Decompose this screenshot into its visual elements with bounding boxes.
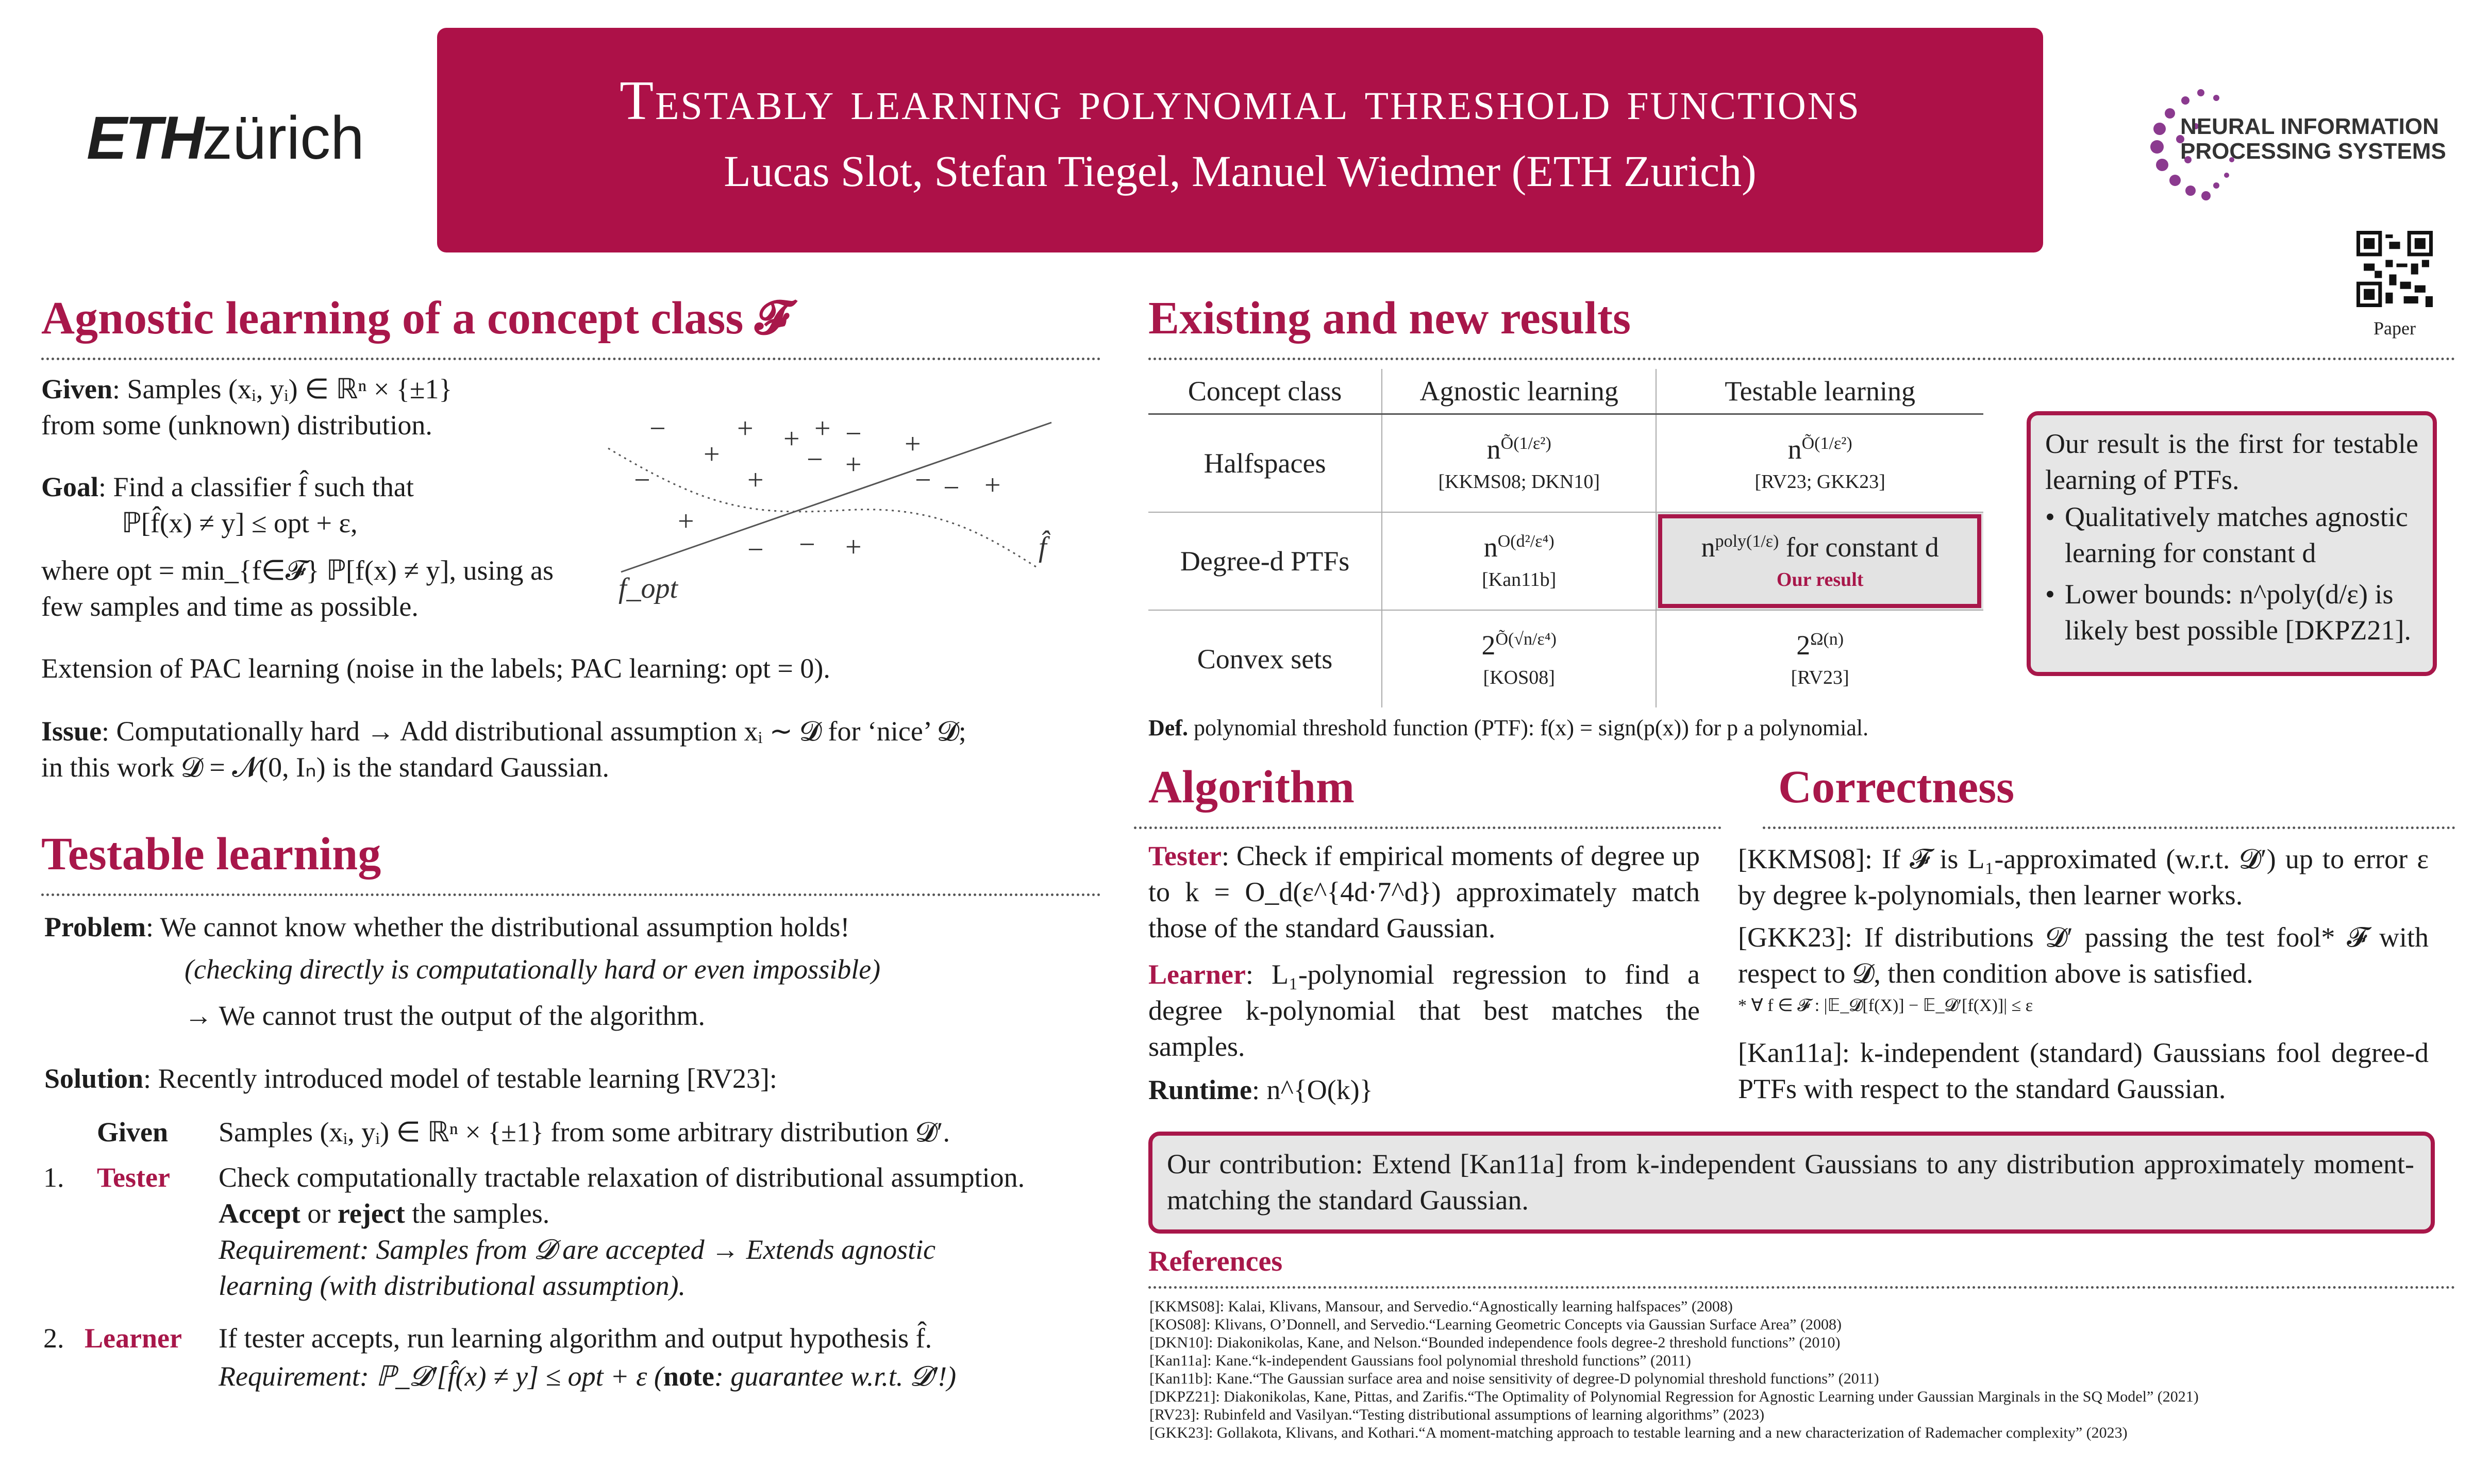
header-banner [437, 28, 2043, 252]
row-testable: $n^{Õ(1/\varepsilon^2)}$ [RV23; GKK23] [1656, 414, 1983, 513]
section-title-algorithm: Algorithm [1148, 762, 1355, 813]
minus-mark: − [649, 413, 666, 445]
our-result-cell: $n^{poly(1/\varepsilon)}$ for constant d Our result [1656, 512, 1983, 610]
row-testable: $2^{\Omega(n)}$ [RV23] [1656, 610, 1983, 707]
row-class: Convex sets [1148, 610, 1382, 707]
step1-label: Tester [97, 1162, 170, 1193]
plus-mark: + [678, 505, 694, 537]
problem-line-3: → We cannot trust the output of the algorithm. [185, 1000, 705, 1031]
minus-mark: − [634, 464, 650, 496]
section-rule [41, 358, 1101, 360]
given-line-2: from some (unknown) distribution. [41, 410, 432, 441]
plus-mark: + [704, 439, 720, 470]
poster-title: Testably learning polynomial threshold functions [620, 70, 1861, 131]
poster-authors: Lucas Slot, Stefan Tiegel, Manuel Wiedmer (ETH Zurich) [724, 146, 1757, 196]
step1-accept-line: Accept or reject the samples. [219, 1198, 550, 1229]
given-line: Given: Samples (xᵢ, yᵢ) ∈ ℝⁿ × {±1} [41, 374, 453, 404]
row-agnostic: $2^{Õ(√n/\varepsilon^4)}$ [KOS08] [1382, 610, 1656, 707]
solution-line: Solution: Recently introduced model of testable learning [RV23]: [44, 1063, 777, 1094]
minus-mark: − [845, 418, 862, 450]
plus-mark: + [845, 531, 862, 563]
table-row [1148, 512, 1983, 610]
section-rule [1148, 358, 2455, 360]
header-testable: Testable learning [1656, 369, 1983, 414]
goal-line: Goal: Find a classifier f̂ such that [41, 471, 414, 502]
results-table [1148, 369, 1983, 707]
step2-text: If tester accepts, run learning algorithm and output hypothesis f̂. [219, 1323, 932, 1354]
qr-code-icon[interactable] [2356, 231, 2433, 307]
classification-figure [598, 407, 1072, 613]
problem-line: Problem: We cannot know whether the distributional assumption holds! [44, 912, 850, 942]
eth-zurich-logo: ETHzürich [87, 104, 364, 172]
step2-label: Learner [85, 1323, 182, 1354]
step1-text: Check computationally tractable relaxation of distributional assumption. [219, 1162, 1025, 1193]
step1-requirement-2: learning (with distributional assumption). [219, 1270, 686, 1301]
goal-formula: ℙ[f̂(x) ≠ y] ≤ opt + ε, [122, 508, 358, 538]
step2-number: 2. [43, 1323, 64, 1354]
box1-bullet2: Lower bounds: n^poly(d/ε) is likely best possible [DKPZ21]. [2065, 579, 2411, 646]
qr-label: Paper [2373, 318, 2416, 339]
section-rule [41, 893, 1101, 896]
section-title-results: Existing and new results [1148, 293, 1631, 344]
plus-mark: + [984, 469, 1001, 501]
algorithm-learner: Learner: L₁-polynomial regression to find a degree k-polynomial that best matches the samples. [1148, 959, 1700, 1062]
ptf-definition: Def. polynomial threshold function (PTF): f(x) = sign(p(x)) for p a polynomial. [1148, 715, 1869, 740]
table-row [1148, 610, 1983, 707]
given-label: Given [97, 1117, 169, 1148]
section-title-testable: Testable learning [41, 829, 381, 880]
algorithm-tester: Tester: Check if empirical moments of degree up to k = O_d(ε^{4d·7^d}) approximately match those of the standard Gaussian. [1148, 840, 1700, 943]
correctness-gkk23: [GKK23]: If distributions 𝓓′ passing the test fool* 𝓕 with respect to 𝓓, then condition above is satisfied. [1738, 922, 2429, 989]
f-opt-label: f_opt [618, 572, 678, 604]
row-class: Halfspaces [1148, 414, 1382, 513]
goal-line-3: few samples and time as possible. [41, 591, 419, 622]
minus-mark: − [799, 529, 815, 561]
f-hat-label: f̂ [1039, 531, 1047, 563]
section-title-references: References [1148, 1245, 1283, 1277]
plus-mark: + [747, 464, 764, 496]
minus-mark: − [747, 534, 764, 566]
our-result-box [2027, 411, 2437, 676]
plus-mark: + [905, 428, 921, 460]
contribution-box [1148, 1132, 2435, 1234]
reference-item: [KOS08]: Klivans, O’Donnell, and Servedio.“Learning Geometric Concepts via Gaussian Surface Area” (2008) [1149, 1316, 1842, 1333]
row-class: Degree-d PTFs [1148, 512, 1382, 610]
reference-list [1149, 1297, 2199, 1442]
reference-item: [Kan11a]: Kane.“k-independent Gaussians fool polynomial threshold functions” (2011) [1149, 1352, 1691, 1369]
plus-mark: + [814, 413, 831, 445]
bullet-icon: • [2045, 579, 2055, 610]
minus-mark: − [915, 464, 931, 496]
neurips-logo-text: NEURAL INFORMATION PROCESSING SYSTEMS [2180, 114, 2446, 164]
header-concept-class: Concept class [1148, 369, 1382, 414]
table-header-row [1148, 369, 1983, 414]
step2-requirement: Requirement: ℙ_𝓓′[f̂(x) ≠ y] ≤ opt + ε (note: guarantee w.r.t. 𝓓′!) [219, 1361, 957, 1392]
minus-mark: − [807, 444, 823, 476]
section-rule [1148, 1286, 2455, 1289]
reference-item: [Kan11b]: Kane.“The Gaussian surface area and noise sensitivity of degree-D polynomial threshold functions” (2011) [1149, 1370, 1879, 1387]
problem-line-2: (checking directly is computationally hard or even impossible) [185, 954, 881, 985]
box1-bullet1: Qualitatively matches agnostic learning for constant d [2065, 501, 2408, 568]
extension-line: Extension of PAC learning (noise in the labels; PAC learning: opt = 0). [41, 653, 830, 684]
step1-requirement: Requirement: Samples from 𝓓 are accepted → Extends agnostic [219, 1234, 936, 1265]
goal-line-2: where opt = min_{f∈𝓕} ℙ[f(x) ≠ y], using as [41, 555, 554, 586]
section-rule [1134, 827, 1721, 829]
plus-mark: + [783, 423, 800, 455]
section-title-correctness: Correctness [1778, 762, 2015, 813]
minus-mark: − [943, 472, 960, 504]
plus-mark: + [737, 413, 754, 445]
issue-line: Issue: Computationally hard → Add distributional assumption xᵢ ∼ 𝓓 for ‘nice’ 𝓓; [41, 716, 966, 747]
reference-item: [KKMS08]: Kalai, Klivans, Mansour, and Servedio.“Agnostically learning halfspaces” (2008) [1149, 1298, 1733, 1315]
algorithm-runtime: Runtime: n^{O(k)} [1148, 1074, 1373, 1105]
step1-number: 1. [43, 1162, 64, 1193]
reference-item: [DKN10]: Diakonikolas, Kane, and Nelson.“Bounded independence fools degree-2 threshold functions” (2010) [1149, 1334, 1841, 1351]
given-text: Samples (xᵢ, yᵢ) ∈ ℝⁿ × {±1} from some arbitrary distribution 𝓓′. [219, 1117, 950, 1148]
reference-item: [DKPZ21]: Diakonikolas, Kane, Pittas, and Zarifis.“The Optimality of Polynomial Regression for Agnostic Learning under Gaussian Marginals in the SQ Model” (2021) [1149, 1388, 2199, 1405]
correctness-kkms08: [KKMS08]: If 𝓕 is L₁-approximated (w.r.t. 𝓓′) up to error ε by degree k-polynomials, then learner works. [1738, 844, 2429, 910]
header-agnostic: Agnostic learning [1382, 369, 1656, 414]
correctness-kan11a: [Kan11a]: k-independent (standard) Gaussians fool degree-d PTFs with respect to the standard Gaussian. [1738, 1037, 2429, 1104]
table-row [1148, 414, 1983, 513]
reference-item: [RV23]: Rubinfeld and Vasilyan.“Testing distributional assumptions of learning algorithms” (2023) [1149, 1406, 1765, 1423]
box1-line1: Our result is the first for testable learning of PTFs. [2045, 428, 2418, 495]
row-agnostic: $n^{O(d^2/\varepsilon^4)}$ [Kan11b] [1382, 512, 1656, 610]
reference-item: [GKK23]: Gollakota, Klivans, and Kothari.“A moment-matching approach to testable learning and a new characterization of Rademacher complexity” (2023) [1149, 1424, 2128, 1441]
issue-line-2: in this work 𝓓 = 𝓝(0, Iₙ) is the standard Gaussian. [41, 752, 609, 783]
correctness-footnote: * ∀ f ∈ 𝓕 : |𝔼_𝓓[f(X)] − 𝔼_𝓓′[f(X)]| ≤ ε [1738, 996, 2033, 1015]
plus-mark: + [845, 449, 862, 481]
bullet-icon: • [2045, 501, 2055, 532]
section-title-agnostic: Agnostic learning of a concept class 𝓕 [41, 293, 790, 344]
section-rule [1763, 827, 2455, 829]
contribution-text: Our contribution: Extend [Kan11a] from k-independent Gaussians to any distribution approximately moment-matching the standard Gaussian. [1167, 1149, 2414, 1216]
row-agnostic: $n^{Õ(1/\varepsilon^2)}$ [KKMS08; DKN10] [1382, 414, 1656, 513]
